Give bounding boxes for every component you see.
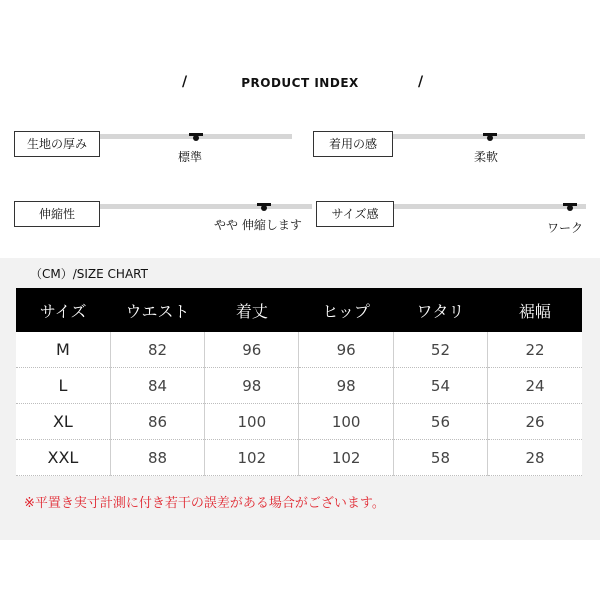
cell-length: 96 — [205, 332, 299, 368]
cell-size: M — [16, 332, 110, 368]
table-row — [16, 368, 582, 404]
col-header-thigh: ワタリ — [393, 288, 487, 332]
cell-waist: 88 — [110, 440, 204, 476]
cell-thigh: 52 — [393, 332, 487, 368]
header-slash-right: / — [418, 74, 424, 90]
cell-hem: 22 — [488, 332, 582, 368]
cell-hip: 96 — [299, 332, 393, 368]
cell-size: XXL — [16, 440, 110, 476]
col-header-hip: ヒップ — [299, 288, 393, 332]
index-label-stretch: 伸縮性 — [14, 201, 100, 227]
index-marker-feel — [483, 133, 497, 143]
page-title: PRODUCT INDEX — [241, 76, 359, 90]
header-slash-left: / — [182, 74, 188, 90]
index-value-thickness: 標準 — [178, 150, 203, 164]
col-header-waist: ウエスト — [110, 288, 204, 332]
index-marker-thickness — [189, 133, 203, 143]
index-value-stretch: やや 伸縮します — [214, 218, 302, 232]
cell-hem: 24 — [488, 368, 582, 404]
size-table — [16, 288, 582, 476]
cell-length: 100 — [205, 404, 299, 440]
index-value-size-feel: ワーク — [547, 221, 584, 235]
cell-waist: 84 — [110, 368, 204, 404]
table-row — [16, 332, 582, 368]
table-row — [16, 440, 582, 476]
index-value-feel: 柔軟 — [474, 150, 499, 164]
cell-waist: 82 — [110, 332, 204, 368]
index-track-size-feel — [394, 204, 586, 209]
index-track-stretch — [100, 204, 312, 209]
index-label-thickness: 生地の厚み — [14, 131, 100, 157]
index-marker-size-feel — [563, 203, 577, 213]
cell-hip: 98 — [299, 368, 393, 404]
cell-waist: 86 — [110, 404, 204, 440]
measurement-note: ※平置き実寸計測に付き若干の誤差がある場合がございます。 — [24, 496, 385, 511]
col-header-length: 着丈 — [205, 288, 299, 332]
cell-size: L — [16, 368, 110, 404]
cell-hip: 102 — [299, 440, 393, 476]
col-header-hem: 裾幅 — [488, 288, 582, 332]
table-row — [16, 404, 582, 440]
size-chart-title: （CM）/SIZE CHART — [30, 267, 148, 281]
cell-thigh: 58 — [393, 440, 487, 476]
size-table-header-row — [16, 288, 582, 332]
cell-thigh: 54 — [393, 368, 487, 404]
cell-hip: 100 — [299, 404, 393, 440]
index-label-feel: 着用の感 — [313, 131, 393, 157]
col-header-size: サイズ — [16, 288, 110, 332]
index-marker-stretch — [257, 203, 271, 213]
index-label-size-feel: サイズ感 — [316, 201, 394, 227]
cell-hem: 28 — [488, 440, 582, 476]
cell-length: 102 — [205, 440, 299, 476]
cell-size: XL — [16, 404, 110, 440]
cell-thigh: 56 — [393, 404, 487, 440]
cell-hem: 26 — [488, 404, 582, 440]
cell-length: 98 — [205, 368, 299, 404]
